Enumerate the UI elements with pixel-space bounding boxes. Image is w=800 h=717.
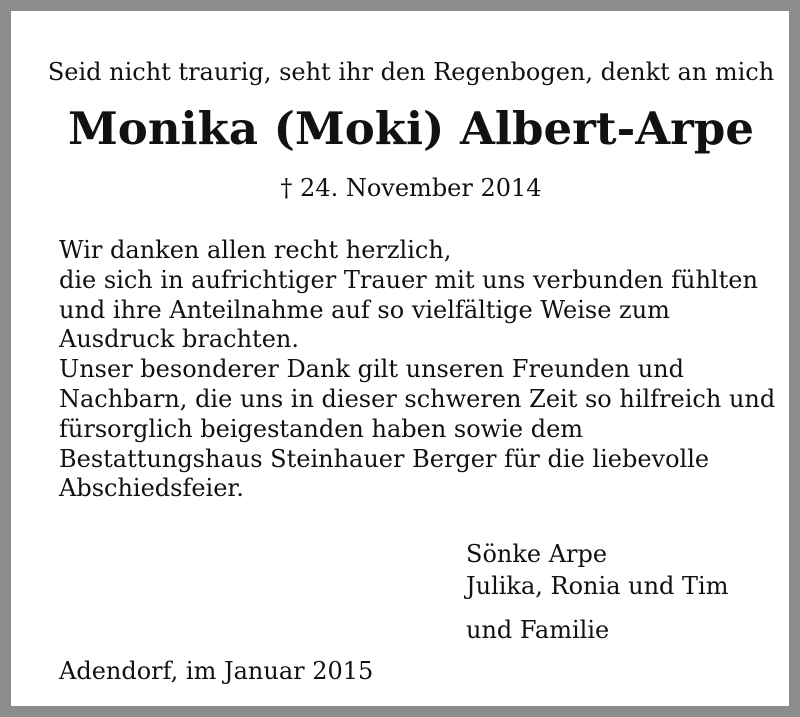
message-line: Wir danken allen recht herzlich, — [59, 236, 452, 264]
signer-name: Sönke Arpe — [466, 540, 608, 568]
signer-name: Julika, Ronia und Tim — [466, 572, 729, 600]
message-line: fürsorglich beigestanden haben sowie dem — [59, 414, 584, 443]
signer-family: und Familie — [466, 616, 610, 644]
place-and-date: Adendorf, im Januar 2015 — [59, 657, 374, 685]
deceased-name: Monika (Moki) Albert-Arpe — [68, 102, 754, 155]
message-line: die sich in aufrichtiger Trauer mit uns verbunden fühlten — [59, 265, 758, 294]
message-line: Unser besonderer Dank gilt unseren Freunden und — [59, 355, 684, 384]
thank-you-message — [59, 236, 779, 504]
signers-block — [466, 538, 786, 646]
message-line: Bestattungshaus Steinhauer Berger für die liebevolle — [59, 444, 710, 473]
message-line: Ausdruck brachten. — [59, 325, 299, 354]
message-line: und ihre Anteilnahme auf so vielfältige Weise zum — [59, 295, 670, 324]
message-line: Abschiedsfeier. — [59, 474, 244, 503]
message-line: Nachbarn, die uns in dieser schweren Zeit so hilfreich und — [59, 384, 776, 413]
motto: Seid nicht traurig, seht ihr den Regenbogen, denkt an mich — [47, 58, 775, 86]
death-date: † 24. November 2014 — [280, 174, 542, 202]
